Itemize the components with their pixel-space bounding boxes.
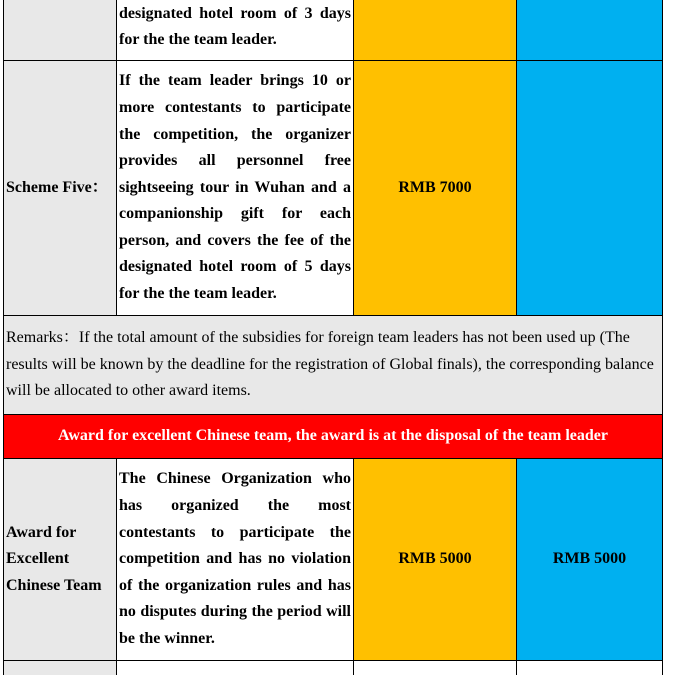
scheme-four-description (117, 0, 354, 61)
remarks-text: Remarks：If the total amount of the subsidies for foreign team leaders has not been used up (The results will be known by the deadline for the registration of Global finals), the corresponding balance will be allocated to other award items. (6, 329, 654, 400)
next-row-label-cell (4, 661, 117, 675)
scheme-five-label-cell (4, 61, 117, 316)
banner-row (4, 415, 663, 459)
scheme-five-amount-primary-text: RMB 7000 (398, 178, 472, 196)
excellent-chinese-team-row (4, 459, 663, 661)
award-table (3, 0, 663, 675)
next-row-amount-secondary-cell (517, 661, 663, 675)
scheme-five-amount-secondary (517, 61, 663, 316)
scheme-four-amount-secondary (517, 0, 663, 61)
excellent-chinese-team-description-text: The Chinese Organization who has organized the most contestants to participate the competition and has no violation of the organization rules and has no disputes during the period will be the winner. (119, 470, 351, 647)
scheme-five-label: Scheme Five： (6, 178, 108, 196)
excellent-chinese-team-amount-secondary-text: RMB 5000 (552, 550, 627, 568)
banner-text: Award for excellent Chinese team, the award is at the disposal of the team leader (58, 427, 608, 445)
scheme-five-amount-primary (354, 61, 517, 316)
scheme-five-row (4, 61, 663, 316)
scheme-five-description (117, 61, 354, 316)
next-row (4, 661, 663, 675)
scheme-four-description-text: designated hotel room of 3 days for the the team leader. (119, 4, 351, 49)
banner-cell (4, 415, 663, 459)
excellent-chinese-team-label: Award for Excellent Chinese Team (6, 523, 102, 594)
next-row-amount-primary-cell (354, 661, 517, 675)
scheme-four-label-cell (4, 0, 117, 61)
scheme-four-row (4, 0, 663, 61)
excellent-chinese-team-amount-primary (354, 459, 517, 661)
scheme-five-description-text: If the team leader brings 10 or more contestants to participate the competition, the organizer provides all personnel free sightseeing tour in Wuhan and a companionship gift for each person, and covers the fee of the designated hotel room of 5 days for the the team leader. (119, 72, 351, 303)
remarks-cell (4, 316, 663, 415)
excellent-chinese-team-amount-secondary (517, 459, 663, 661)
next-row-description-cell (117, 661, 354, 675)
remarks-row (4, 316, 663, 415)
scheme-four-amount-primary (354, 0, 517, 61)
excellent-chinese-team-amount-primary-text: RMB 5000 (398, 550, 472, 568)
excellent-chinese-team-description (117, 459, 354, 661)
excellent-chinese-team-label-cell (4, 459, 117, 661)
